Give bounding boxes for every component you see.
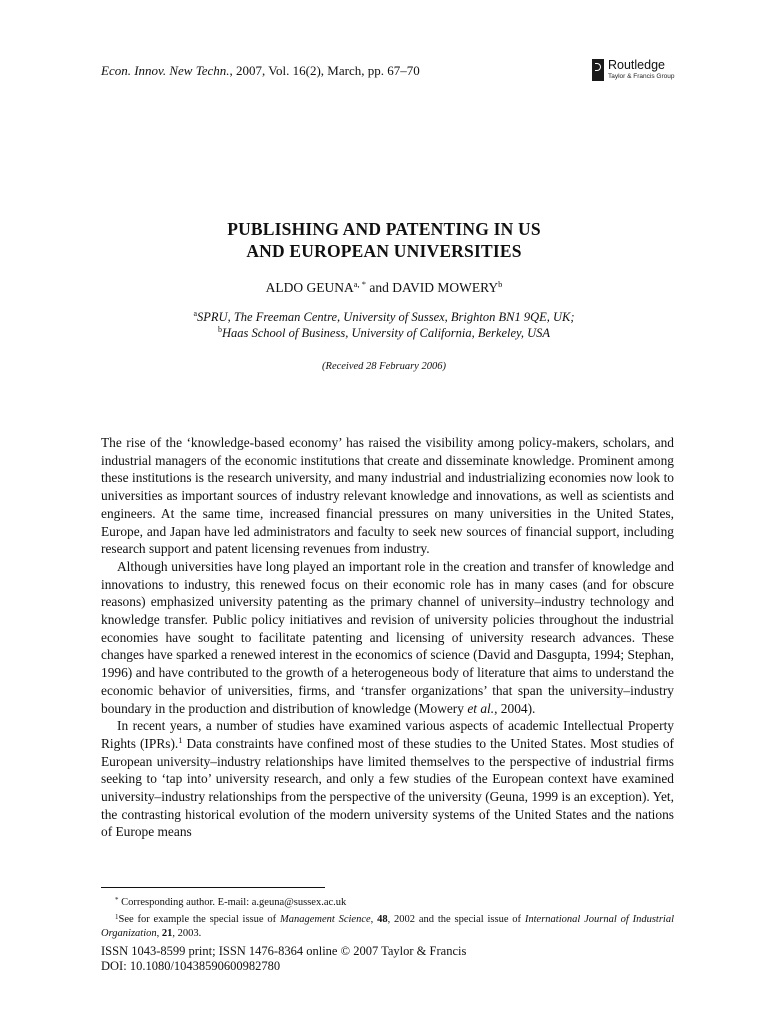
body-paragraph-1: The rise of the ‘knowledge-based economy’ has raised the visibility among policy-makers, scholars, and industrial managers of the economic institutions that create and disseminate knowledge. Prominent among these institutions is the research university, and many industrial and industrializing economies now look to universities as important sources of industry relevant knowledge and innovations, as well as scientists and engineers. At the same time, increased financial pressures on many universities in the United States, Europe, and Japan have led administrators and faculty to seek new sources of financial support, including research support and patent licensing revenues from industry.: [101, 435, 674, 557]
affiliation-a-marker: a: [193, 309, 198, 318]
volume-1: 48: [377, 914, 388, 925]
footnotes: [101, 893, 674, 941]
body-paragraph-2: [101, 558, 674, 717]
affiliation-b-text: Haas School of Business, University of California, Berkeley, USA: [221, 326, 551, 340]
affiliation-a: [0, 309, 768, 325]
footnote-1-marker: 1: [115, 913, 119, 921]
corresponding-author-text: Corresponding author. E-mail: a.geuna@sussex.ac.uk: [118, 897, 347, 908]
author-2: DAVID MOWERY: [392, 280, 499, 295]
footnote-1-text-c: , 2002 and the special issue of: [387, 914, 525, 925]
footnote-ref-1[interactable]: 1: [178, 734, 183, 745]
footnote-1-text-e: , 2003.: [172, 928, 202, 939]
article-title: [0, 218, 768, 262]
author-1: ALDO GEUNA: [265, 280, 354, 295]
paragraph-3-end: Data constraints have confined most of these studies to the United States. Most studies of European university–industry relationships have limited themselves to the perspective of industrial firms seeking to ‘tap into’ university research, and only a few studies of the European context have examined university–industry relationships from the perspective of the university (Geuna, 1999 is an exception). Yet, the contrasting historical evolution of the modern university systems of the United States and the nations of Europe means: [101, 735, 675, 840]
journal-name-1: Management Science: [279, 914, 371, 925]
title-line-2: AND EUROPEAN UNIVERSITIES: [246, 241, 522, 261]
paragraph-3-text: In recent years, a number of studies have examined various aspects of academic Intellectual Property Rights (IPRs).: [101, 718, 674, 751]
paragraph-2-end: , 2004).: [494, 700, 536, 716]
footnote-1: [101, 910, 674, 941]
et-al: et al.: [467, 700, 495, 716]
issn-line: ISSN 1043-8599 print; ISSN 1476-8364 online © 2007 Taylor & Francis: [101, 944, 467, 958]
paragraph-2-text: Although universities have long played an important role in the creation and transfer of knowledge and innovations to industry, this renewed focus on their economic role has in many cases (and for obscure reasons) emphasized university patenting as the primary channel of university–industry technology and knowledge transfer. Public policy initiatives and revision of university policies throughout the industrial economies have sought to facilitate patenting and licensing of university research advances. These changes have sparked a renewed interest in the economics of science (David and Dasgupta, 1994; Stephan, 1996) and have contributed to the growth of a heterogeneous body of literature that aims to understand the economic behavior of universities, firms, and ‘transfer organizations’ that span the university–industry boundary in the production and distribution of knowledge (Mowery: [101, 558, 674, 716]
author-2-marker: b: [498, 279, 503, 289]
running-header: [101, 63, 420, 79]
article-body: [101, 434, 674, 841]
doi-line: DOI: 10.1080/10438590600982780: [101, 959, 281, 973]
received-date: (Received 28 February 2006): [322, 361, 446, 372]
affiliation-b: [0, 325, 768, 341]
footnote-1-text-b: ,: [370, 914, 378, 925]
volume-2: 21: [161, 928, 173, 939]
issn-block: [101, 944, 466, 974]
author-line: [0, 279, 768, 296]
publisher-group: Taylor & Francis Group: [608, 72, 675, 80]
footnote-corresponding: [101, 893, 674, 910]
footnote-divider: [101, 887, 325, 888]
affiliation-b-marker: b: [217, 325, 222, 334]
journal-name-2: International Journal of Industrial Organization: [101, 914, 675, 939]
footnote-star-marker: *: [115, 896, 119, 904]
publisher-logo: [592, 59, 674, 81]
citation: , 2007, Vol. 16(2), March, pp. 67–70: [229, 63, 420, 78]
routledge-logo-icon: [592, 59, 604, 81]
affiliation-a-text: SPRU, The Freeman Centre, University of Sussex, Brighton BN1 9QE, UK;: [197, 310, 575, 324]
footnote-1-text-a: See for example the special issue of: [118, 914, 280, 925]
author-1-marker: a, *: [353, 279, 366, 289]
body-paragraph-3: [101, 717, 674, 841]
publisher-name: Routledge: [608, 58, 665, 72]
author-conjunction: and: [366, 280, 393, 295]
title-line-1: PUBLISHING AND PATENTING IN US: [227, 219, 541, 239]
journal-abbrev: Econ. Innov. New Techn.: [101, 63, 230, 78]
footnote-1-text-d: ,: [156, 928, 162, 939]
